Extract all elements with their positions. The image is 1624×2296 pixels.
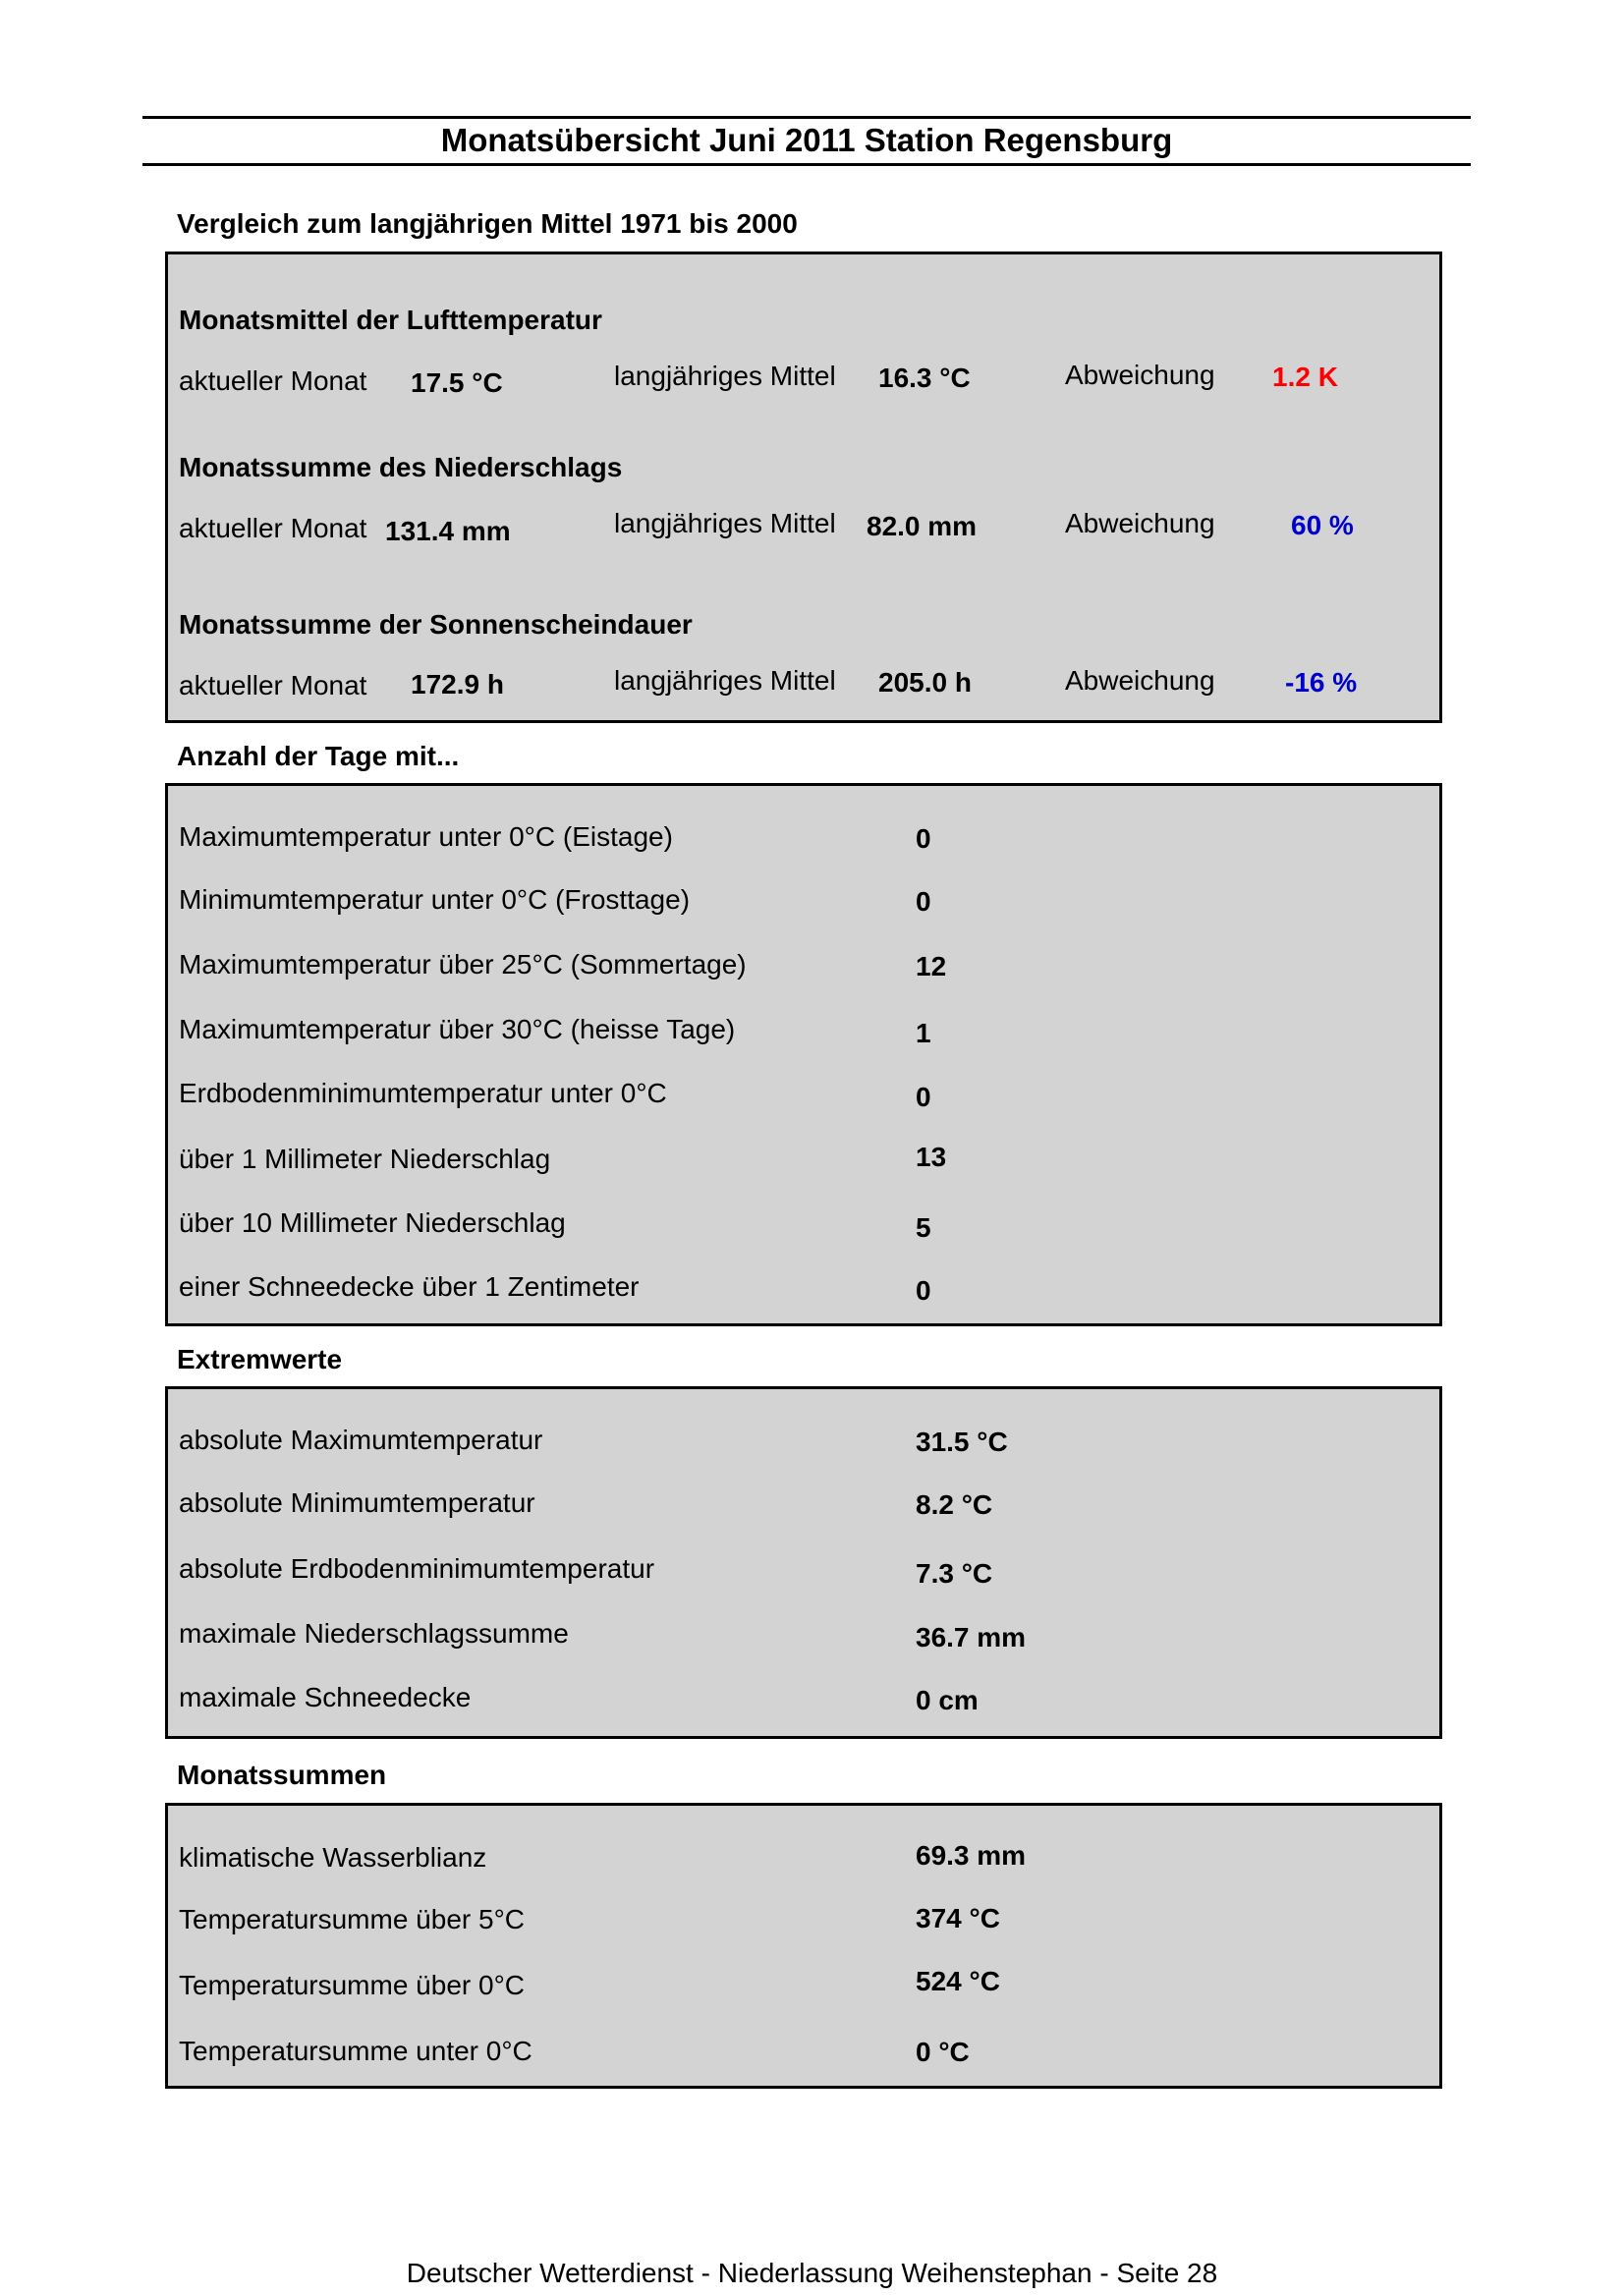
comparison-panel <box>165 252 1442 723</box>
longterm-label: langjähriges Mittel <box>614 508 836 538</box>
days-row-label: Erdbodenminimumtemperatur unter 0°C <box>179 1078 667 1108</box>
deviation-value: 1.2 K <box>1272 362 1338 392</box>
current-value: 172.9 h <box>411 669 504 700</box>
sums-row-value: 69.3 mm <box>916 1840 1027 1871</box>
sums-row-label: Temperatursumme unter 0°C <box>179 2036 532 2066</box>
days-row-value: 0 <box>916 1275 931 1306</box>
extremes-row-value: 31.5 °C <box>916 1427 1008 1457</box>
extremes-row-label: maximale Niederschlagssumme <box>179 1618 569 1649</box>
comparison-row-heading: Monatssumme des Niederschlags <box>179 452 623 482</box>
extremes-row-value: 8.2 °C <box>916 1489 993 1520</box>
current-value: 131.4 mm <box>385 516 511 546</box>
days-row-value: 12 <box>916 951 947 981</box>
comparison-heading: Vergleich zum langjährigen Mittel 1971 bis 2000 <box>177 208 798 239</box>
extremes-heading: Extremwerte <box>177 1344 343 1374</box>
sums-row-label: klimatische Wasserblianz <box>179 1842 487 1873</box>
extremes-row-value: 0 cm <box>916 1685 979 1715</box>
deviation-value: -16 % <box>1285 667 1358 698</box>
days-row-label: über 10 Millimeter Niederschlag <box>179 1207 566 1238</box>
deviation-label: Abweichung <box>1065 665 1215 696</box>
days-row-value: 0 <box>916 886 931 917</box>
days-row-label: Maximumtemperatur über 25°C (Sommertage) <box>179 949 747 980</box>
sums-row-label: Temperatursumme über 5°C <box>179 1904 525 1934</box>
sums-row-label: Temperatursumme über 0°C <box>179 1970 525 2000</box>
days-row-value: 0 <box>916 823 931 854</box>
title-rule-top <box>142 116 1471 119</box>
page-title: Monatsübersicht Juni 2011 Station Regensburg <box>440 122 1173 158</box>
comparison-row-heading: Monatssumme der Sonnenscheindauer <box>179 609 693 640</box>
extremes-row-label: maximale Schneedecke <box>179 1682 472 1712</box>
extremes-row-label: absolute Minimumtemperatur <box>179 1487 535 1518</box>
current-label: aktueller Monat <box>179 513 367 543</box>
days-row-label: Minimumtemperatur unter 0°C (Frosttage) <box>179 884 691 915</box>
deviation-label: Abweichung <box>1065 360 1215 390</box>
sums-heading: Monatssummen <box>177 1760 387 1790</box>
deviation-value: 60 % <box>1291 510 1354 540</box>
longterm-label: langjähriges Mittel <box>614 665 836 696</box>
current-value: 17.5 °C <box>411 367 503 398</box>
days-row-label: Maximumtemperatur unter 0°C (Eistage) <box>179 821 673 852</box>
extremes-panel <box>165 1386 1442 1739</box>
sums-panel <box>165 1803 1442 2089</box>
days-row-value: 5 <box>916 1212 931 1243</box>
extremes-row-value: 36.7 mm <box>916 1622 1027 1652</box>
days-row-label: über 1 Millimeter Niederschlag <box>179 1144 551 1174</box>
extremes-row-label: absolute Maximumtemperatur <box>179 1425 543 1455</box>
days-panel <box>165 783 1442 1326</box>
days-row-label: Maximumtemperatur über 30°C (heisse Tage) <box>179 1014 736 1044</box>
days-heading: Anzahl der Tage mit... <box>177 741 460 771</box>
days-row-value: 1 <box>916 1018 931 1048</box>
extremes-row-value: 7.3 °C <box>916 1558 993 1589</box>
days-row-value: 0 <box>916 1082 931 1112</box>
deviation-label: Abweichung <box>1065 508 1215 538</box>
sums-row-value: 0 °C <box>916 2037 970 2067</box>
longterm-value: 205.0 h <box>878 667 972 698</box>
extremes-row-label: absolute Erdbodenminimumtemperatur <box>179 1553 655 1584</box>
current-label: aktueller Monat <box>179 365 367 396</box>
comparison-row-heading: Monatsmittel der Lufttemperatur <box>179 305 602 335</box>
longterm-value: 16.3 °C <box>878 363 971 393</box>
sums-row-value: 524 °C <box>916 1966 1000 1996</box>
longterm-label: langjähriges Mittel <box>614 361 836 391</box>
sums-row-value: 374 °C <box>916 1903 1000 1933</box>
days-row-value: 13 <box>916 1142 947 1172</box>
longterm-value: 82.0 mm <box>867 511 978 541</box>
page-footer: Deutscher Wetterdienst - Niederlassung Weihenstephan - Seite 28 <box>406 2258 1218 2288</box>
title-rule-bottom <box>142 163 1471 166</box>
current-label: aktueller Monat <box>179 670 367 700</box>
days-row-label: einer Schneedecke über 1 Zentimeter <box>179 1271 640 1302</box>
